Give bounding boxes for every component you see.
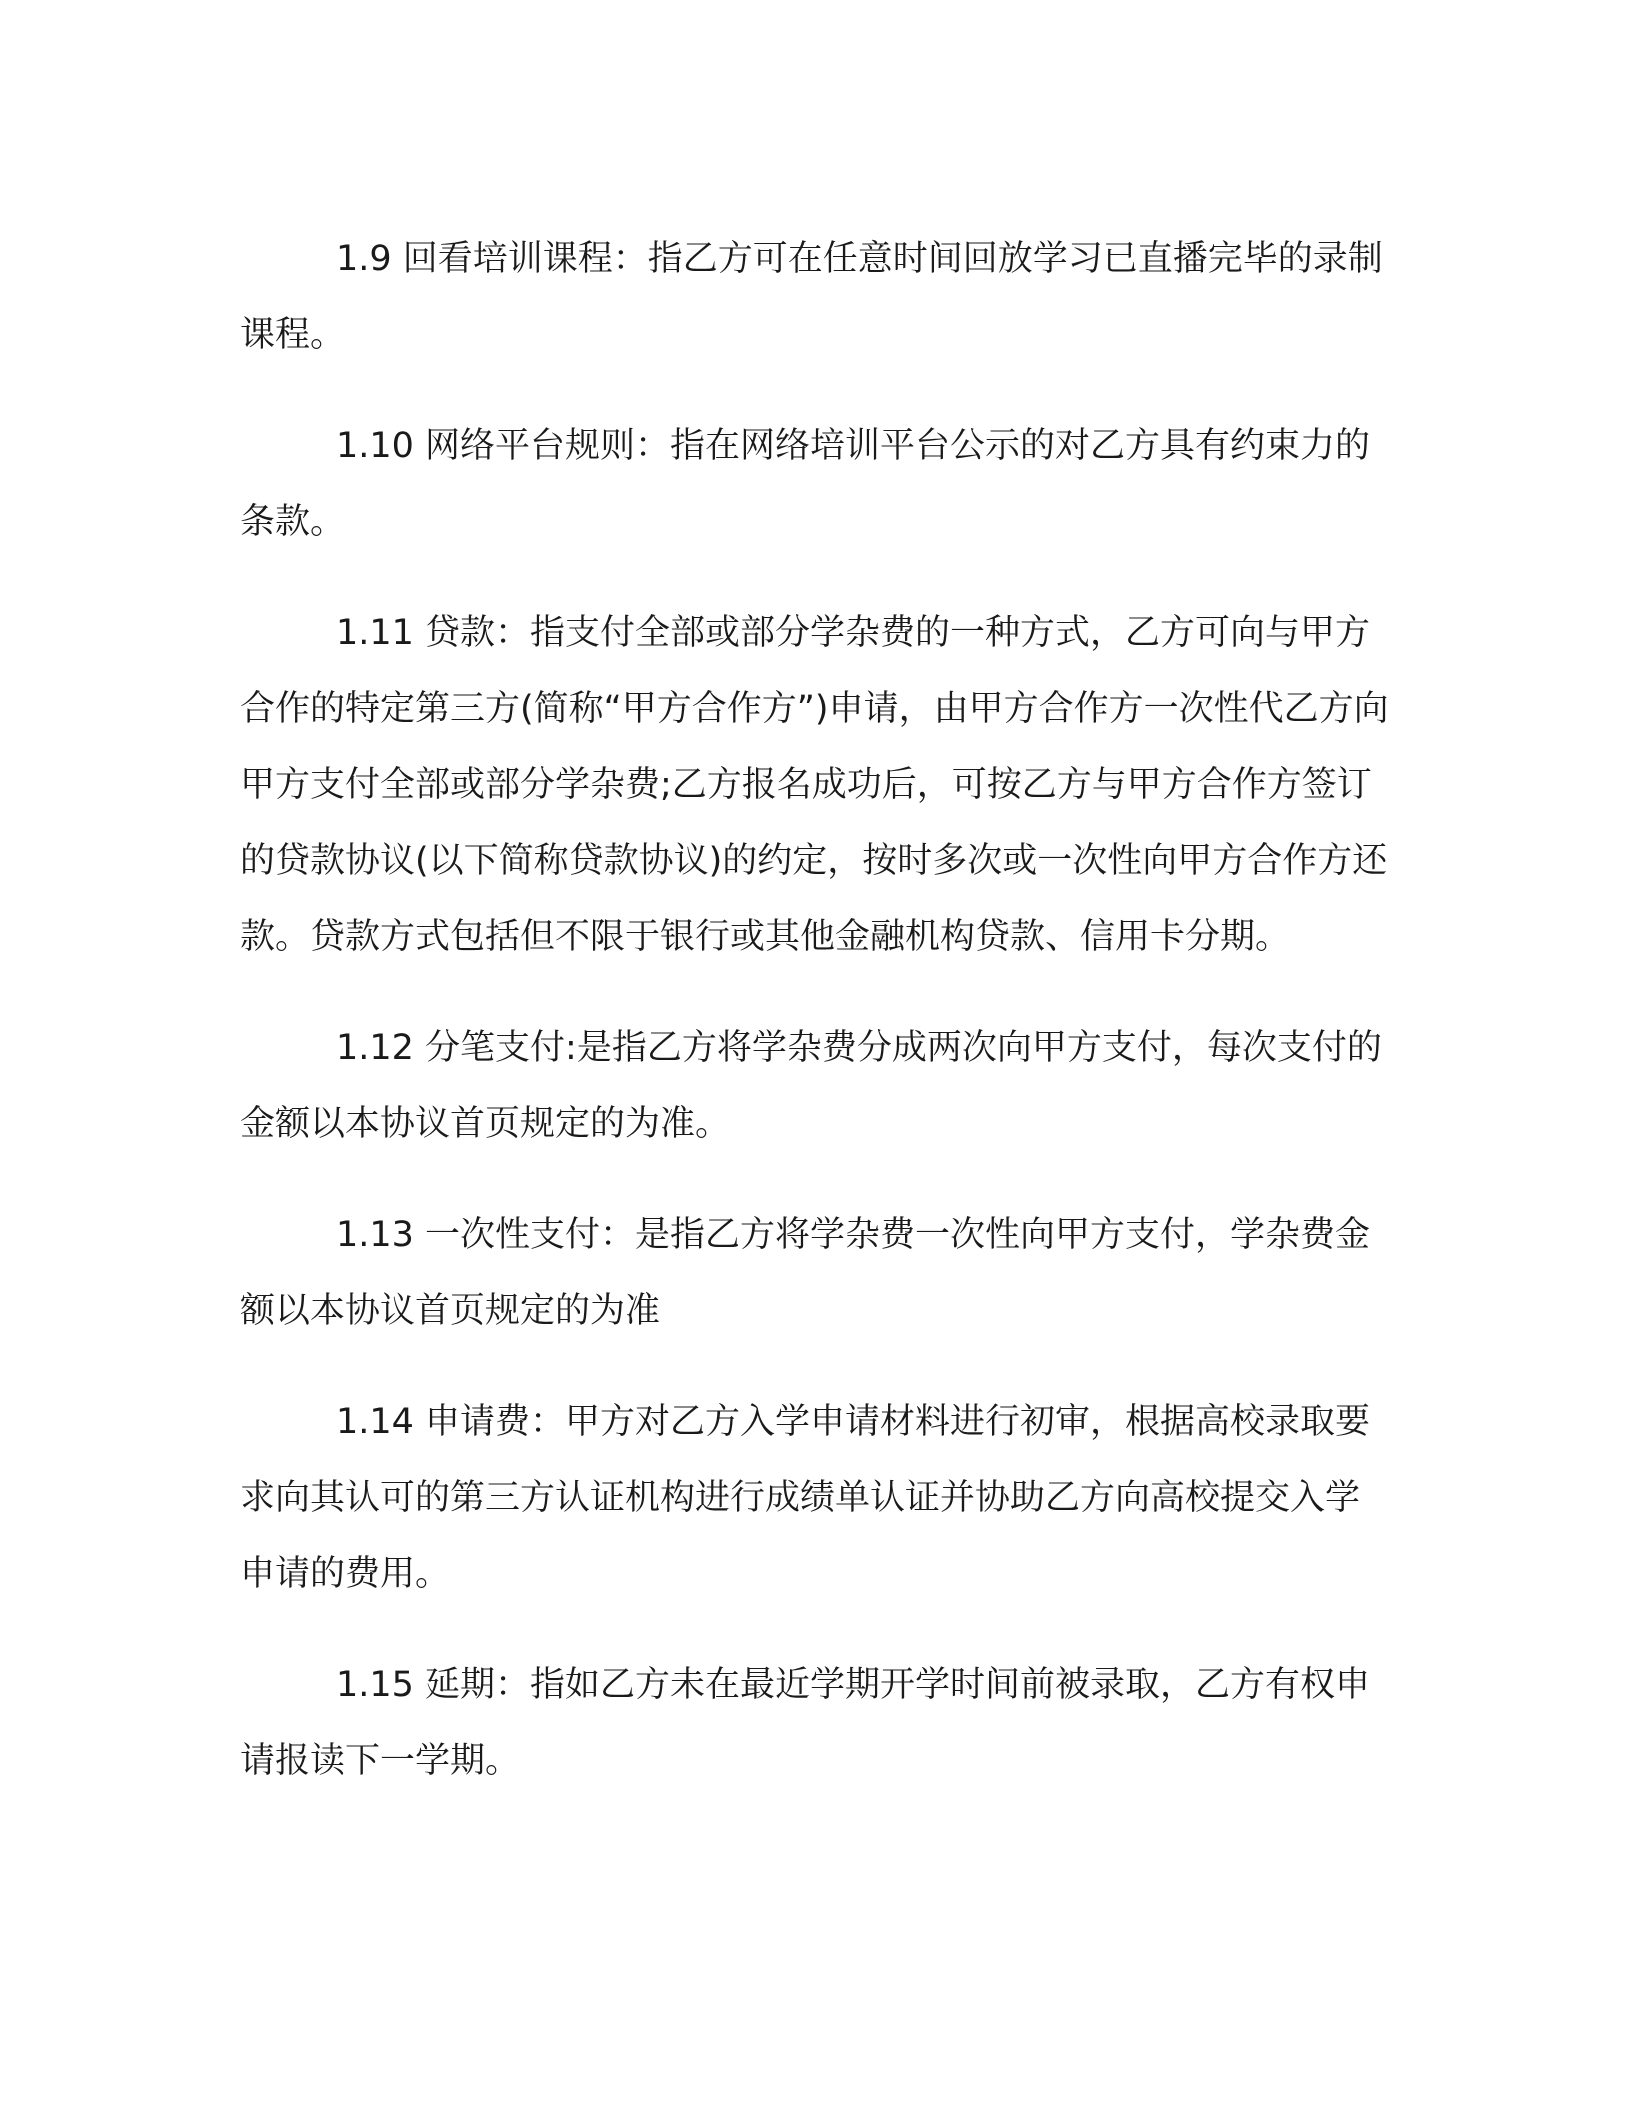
clause-1-9: 1.9 回看培训课程：指乙方可在任意时间回放学习已直播完毕的录制课程。 [240, 239, 1383, 355]
clause-1-13: 1.13 一次性支付：是指乙方将学杂费一次性向甲方支付，学杂费金额以本协议首页规定的为准 [240, 1215, 1371, 1331]
clause-1-14: 1.14 申请费：甲方对乙方入学申请材料进行初审，根据高校录取要求向其认可的第三方认证机构进行成绩单认证并协助乙方向高校提交入学申请的费用。 [240, 1402, 1371, 1594]
clause-1-11: 1.11 贷款：指支付全部或部分学杂费的一种方式，乙方可向与甲方合作的特定第三方(简称“甲方合作方”)申请，由甲方合作方一次性代乙方向甲方支付全部或部分学杂费;乙方报名成功后，可按乙方与甲方合作方签订的贷款协议(以下简称贷款协议)的约定，按时多次或一次性向甲方合作方还款。贷款方式包括但不限于银行或其他金融机构贷款、信用卡分期。 [240, 613, 1389, 957]
clause-1-12: 1.12 分笔支付:是指乙方将学杂费分成两次向甲方支付，每次支付的金额以本协议首页规定的为准。 [240, 1028, 1382, 1144]
clause-1-10: 1.10 网络平台规则：指在网络培训平台公示的对乙方具有约束力的条款。 [240, 426, 1371, 542]
clause-1-15: 1.15 延期：指如乙方未在最近学期开学时间前被录取，乙方有权申请报读下一学期。 [240, 1665, 1371, 1781]
